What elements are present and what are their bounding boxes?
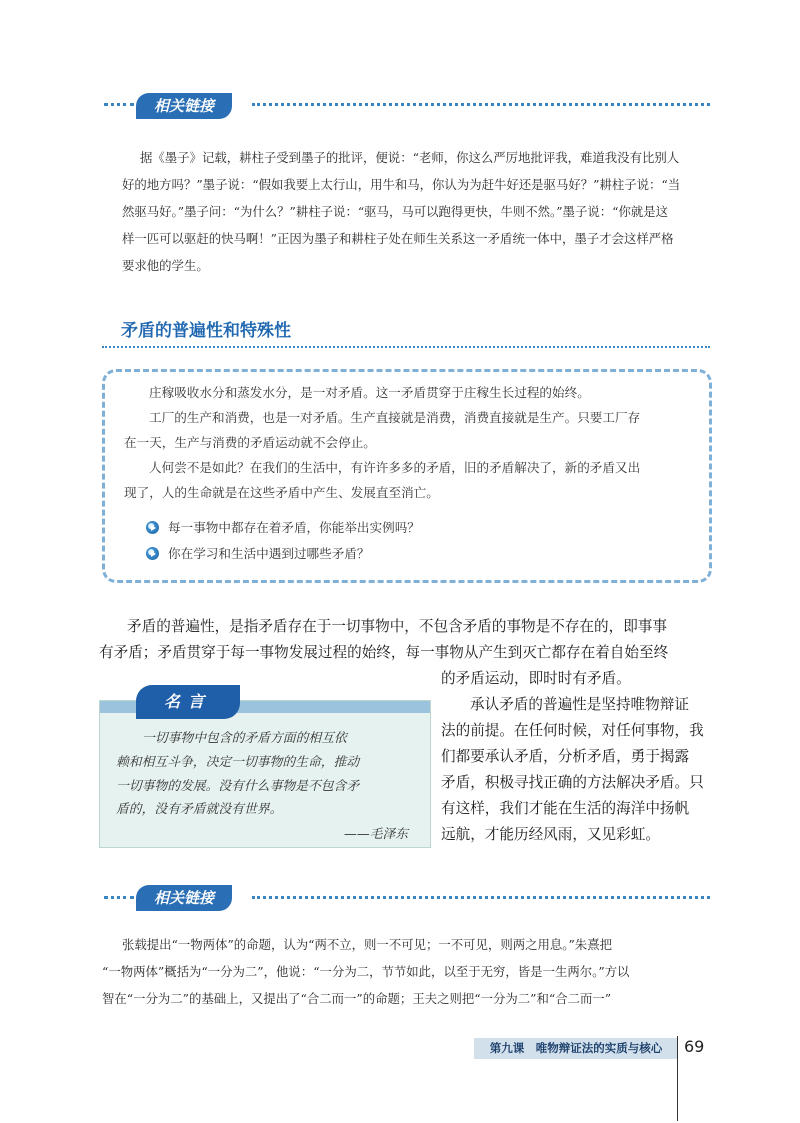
main-line-1: 矛盾的普遍性，是指矛盾存在于一切事物中，不包含矛盾的事物是不存在的，即事事 xyxy=(127,618,667,635)
link1-dots-right xyxy=(252,103,710,106)
quote-line-1: 一切事物中包含的矛盾方面的相互依 xyxy=(142,731,347,746)
question-bullet-icon xyxy=(146,547,159,560)
activity-paragraph-1: 庄稼吸收水分和蒸发水分，是一对矛盾。这一矛盾贯穿于庄稼生长过程的始终。 xyxy=(149,385,590,400)
main-line-2: 有矛盾；矛盾贯穿于每一事物发展过程的始终，每一事物从产生到灭亡都存在着自始至终 xyxy=(99,644,669,661)
activity-paragraph-2: 工厂的生产和消费，也是一对矛盾。生产直接就是消费，消费直接就是生产。只要工厂存 xyxy=(149,410,641,425)
link1-line-1: 据《墨子》记载，耕柱子受到墨子的批评，便说：“老师，你这么严厉地批评我，难道我没有比别人 xyxy=(140,150,680,165)
quote-line-4: 盾的，没有矛盾就没有世界。 xyxy=(116,802,283,818)
link1-line-4: 样一匹可以驱赶的快马啊！”正因为墨子和耕柱子处在师生关系这一矛盾统一体中，墨子才会这样严格 xyxy=(122,231,674,246)
section-title-underline xyxy=(102,346,710,348)
activity-question-2: 你在学习和生活中遇到过哪些矛盾？ xyxy=(168,546,370,561)
link2-line-2: “一物两体”概括为“一分为二”，他说：“一分为二，节节如此，以至于无穷，皆是一生两尔。”方以 xyxy=(102,964,630,979)
quote-line-3: 一切事物的发展。没有什么事物是不包含矛 xyxy=(116,778,360,794)
link2-line-1: 张载提出“一物两体”的命题，认为“两不立，则一不可见；一不可见，则两之用息。”朱熹把 xyxy=(122,937,612,952)
main-right-line-5: 矛盾，积极寻找正确的方法解决矛盾。只 xyxy=(441,774,704,791)
footer-divider xyxy=(677,1036,678,1121)
link2-dots-left xyxy=(104,896,134,899)
activity-question-1: 每一事物中都存在着矛盾，你能举出实例吗？ xyxy=(168,520,420,535)
main-right-line-1: 的矛盾运动，即时时有矛盾。 xyxy=(441,670,631,687)
activity-paragraph-3: 在一天，生产与消费的矛盾运动就不会停止。 xyxy=(124,435,376,450)
activity-paragraph-5: 现了，人的生命就是在这些矛盾中产生、发展直至消亡。 xyxy=(124,485,439,500)
link1-dots-left xyxy=(104,103,134,106)
page-number: 69 xyxy=(684,1037,705,1056)
quote-author: ——毛泽东 xyxy=(344,827,408,842)
main-right-line-7: 远航，才能历经风雨，又见彩虹。 xyxy=(441,826,660,843)
main-right-line-4: 们都要承认矛盾，分析矛盾，勇于揭露 xyxy=(441,748,690,765)
chapter-footer: 第九课 唯物辩证法的实质与核心 xyxy=(474,1038,678,1059)
link2-line-3: 智在“一分为二”的基础上，又提出了“合二而一”的命题；王夫之则把“一分为二”和“合二而一” xyxy=(102,991,612,1006)
link1-line-2: 好的地方吗？”墨子说：“假如我要上太行山，用牛和马，你认为为赶牛好还是驱马好？”耕柱子说：“当 xyxy=(122,177,681,192)
activity-paragraph-4: 人何尝不是如此？在我们的生活中，有许许多多的矛盾，旧的矛盾解决了，新的矛盾又出 xyxy=(149,460,641,475)
quote-label: 名言 xyxy=(136,685,240,719)
link1-label: 相关链接 xyxy=(136,93,232,119)
quote-line-2: 赖和相互斗争，决定一切事物的生命，推动 xyxy=(116,754,360,770)
quote-text xyxy=(116,727,420,822)
link1-line-3: 然驱马好。”墨子问：“为什么？”耕柱子说：“驱马，马可以跑得更快，牛则不然。”墨子说：“你就是这 xyxy=(122,204,669,219)
link1-line-5: 要求他的学生。 xyxy=(122,258,209,273)
quote-box xyxy=(99,692,431,848)
main-right-line-2: 承认矛盾的普遍性是坚持唯物辩证 xyxy=(470,696,689,713)
link2-dots-right xyxy=(252,896,710,899)
main-right-line-6: 有这样，我们才能在生活的海洋中扬帆 xyxy=(441,800,690,817)
question-bullet-icon xyxy=(146,521,159,534)
link2-label: 相关链接 xyxy=(136,885,232,911)
section-title: 矛盾的普遍性和特殊性 xyxy=(121,321,291,341)
main-right-line-3: 法的前提。在任何时候，对任何事物，我 xyxy=(441,722,704,739)
